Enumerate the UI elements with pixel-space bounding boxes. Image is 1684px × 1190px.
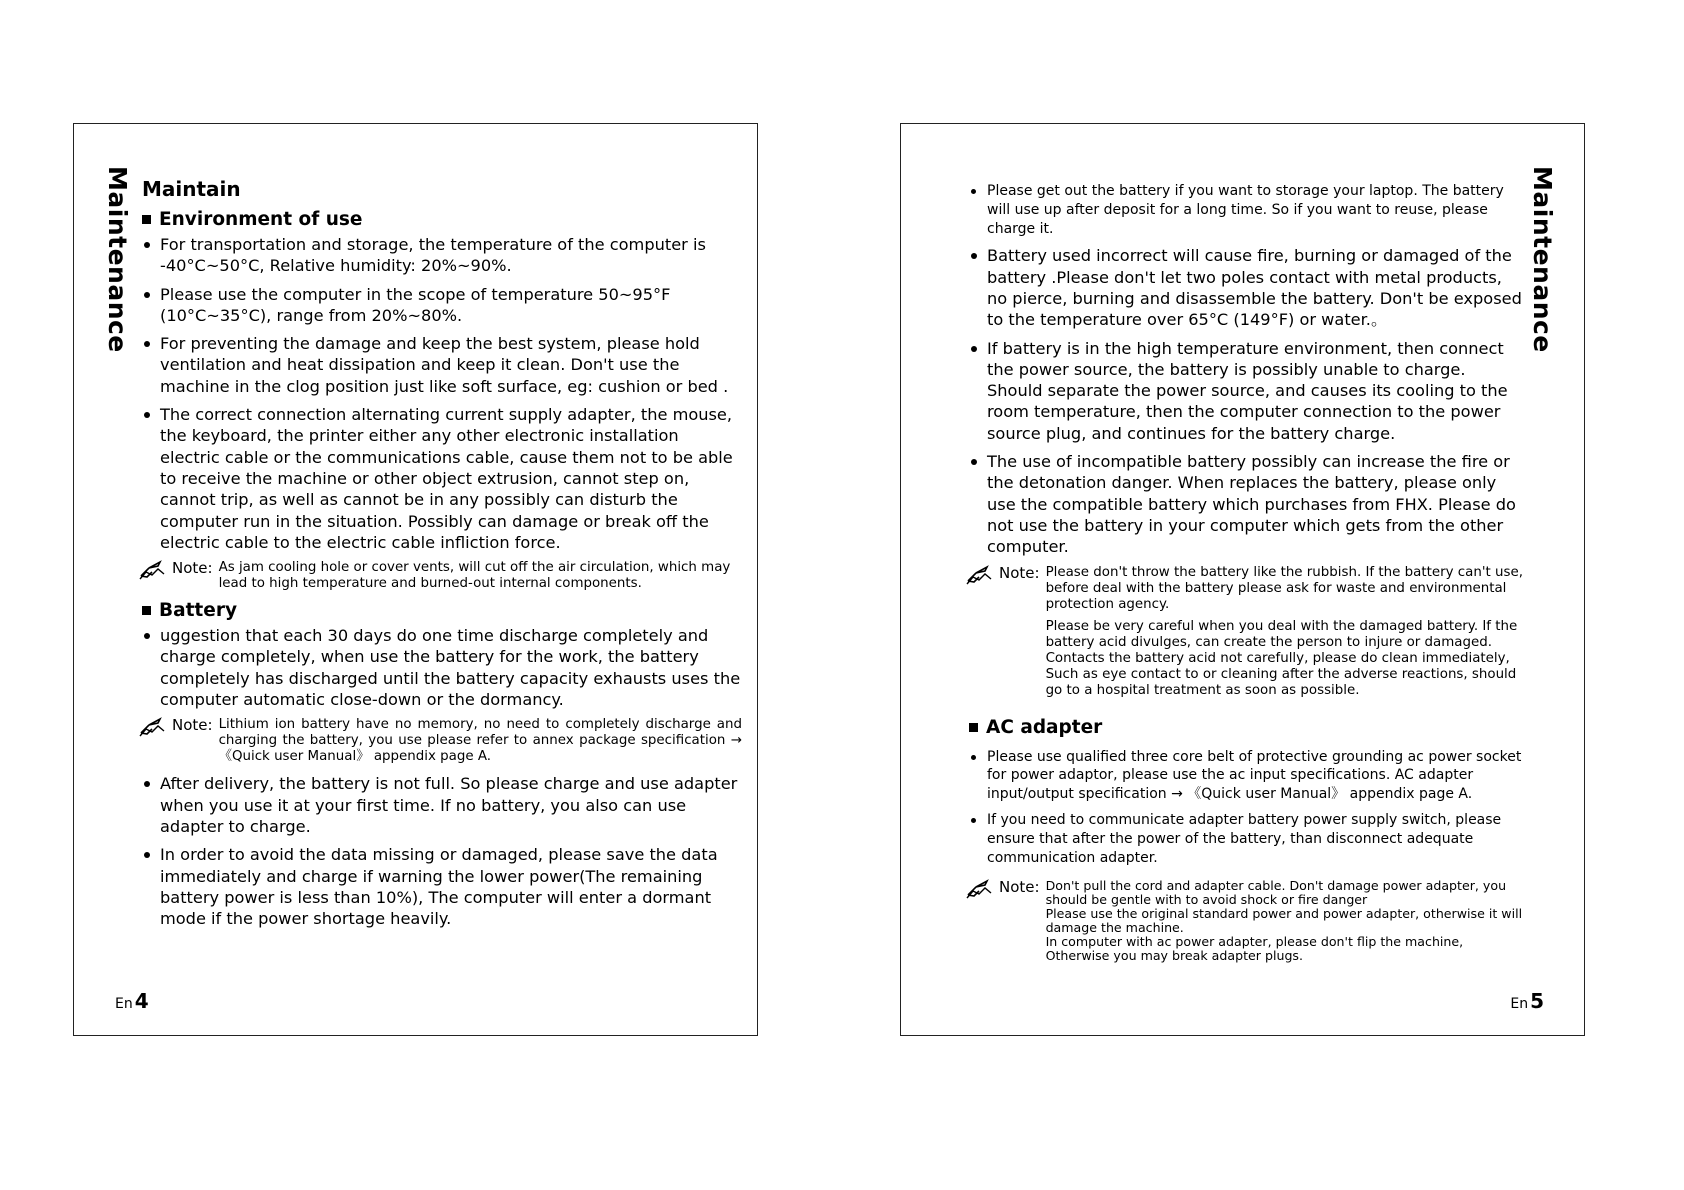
note-text: In computer with ac power adapter, please don't flip the machine, Otherwise you may break adapter plugs.: [1045, 934, 1464, 964]
list-item: uggestion that each 30 days do one time discharge completely and charge completely, when use the battery for the work, the battery completely has discharged until the battery capacity exhausts uses the computer automatic close-down or the dormancy.: [142, 625, 742, 710]
page-number: [1510, 989, 1544, 1013]
list-item: In order to avoid the data missing or damaged, please save the data immediately and charge if warning the lower power(The remaining battery power is less than 10%), The computer will enter a dormant mode if the power shortage heavily.: [142, 844, 742, 929]
pencil-note-icon: [965, 879, 997, 899]
note-label: Note:: [999, 563, 1040, 582]
environment-list: [142, 234, 742, 553]
battery-list: [142, 625, 742, 710]
battery-safety-list: [969, 245, 1524, 557]
note-text: Please be very careful when you deal with the damaged battery. If the battery acid divulges, can create the person to injure or damaged. Contacts the battery acid not carefully, please do clean immediately, Such as eye contact to or cleaning after the adverse reactions, should go to a hospital treatment as soon as possible.: [1045, 618, 1518, 698]
list-item: Battery used incorrect will cause fire, burning or damaged of the battery .Please don't let two poles contact with metal products, no pierce, burning and disassemble the battery. Don't be exposed to the temperature over 65°C (149°F) or water.。: [969, 245, 1524, 330]
note-text: Please don't throw the battery like the rubbish. If the battery can't use, before deal with the battery please ask for waste and environmental protection agency.: [1045, 564, 1523, 612]
note-label: Note:: [999, 878, 1040, 897]
page-right: [900, 123, 1585, 1036]
section-heading-label: Environment of use: [159, 209, 363, 230]
list-item: Please use qualified three core belt of protective grounding ac power socket for power adaptor, please use the ac input specifications. AC adapter input/output specification → 《Quick user Manual》 appendix page A.: [969, 748, 1524, 804]
note-label: Note:: [172, 716, 213, 735]
section-heading-ac-adapter: [969, 717, 1524, 738]
note-battery-disposal: [965, 565, 1524, 699]
square-bullet-icon: [142, 215, 151, 224]
ac-adapter-list: [969, 748, 1524, 868]
page-number: [115, 989, 149, 1013]
square-bullet-icon: [969, 723, 978, 732]
note-ac-adapter: [965, 879, 1524, 963]
square-bullet-icon: [142, 606, 151, 615]
note-label: Note:: [172, 559, 213, 578]
pencil-note-icon: [138, 560, 170, 580]
section-heading-label: Battery: [159, 600, 238, 622]
page-content: [142, 177, 742, 936]
list-item: The correct connection alternating current supply adapter, the mouse, the keyboard, the printer either any other electronic installation electric cable or the communications cable, cause them not to be able to receive the machine or other object extrusion, cannot step on, cannot trip, as well as cannot be in any possibly can disturb the computer run in the situation. Possibly can damage or break off the electric cable to the electric cable infliction force.: [142, 404, 742, 553]
page-title: Maintain: [142, 177, 241, 201]
pencil-note-icon: [965, 565, 997, 585]
battery-list-continued: [142, 773, 742, 929]
storage-list: [969, 182, 1524, 238]
list-item: If you need to communicate adapter battery power supply switch, please ensure that after the power of the battery, than disconnect adequate communication adapter.: [969, 811, 1524, 867]
section-heading-environment: [142, 209, 742, 230]
list-item: Please get out the battery if you want to storage your laptop. The battery will use up after deposit for a long time. So if you want to reuse, please charge it.: [969, 182, 1524, 238]
list-item: After delivery, the battery is not full. So please charge and use adapter when you use it at your first time. If no battery, you also can use adapter to charge.: [142, 773, 742, 837]
section-heading-label: AC adapter: [986, 716, 1103, 738]
pencil-note-icon: [138, 717, 170, 737]
page-number-value: 4: [134, 989, 149, 1013]
page-number-prefix: En: [115, 996, 133, 1012]
page-content: [969, 182, 1524, 971]
list-item: If battery is in the high temperature environment, then connect the power source, the battery is possibly unable to charge. Should separate the power source, and causes its cooling to the room temperature, then the computer connection to the power source plug, and continues for the battery charge.: [969, 338, 1524, 444]
page-number-prefix: En: [1510, 996, 1529, 1012]
page-number-value: 5: [1530, 989, 1544, 1013]
note-battery: [138, 717, 742, 765]
list-item: For transportation and storage, the temperature of the computer is -40°C~50°C, Relative humidity: 20%~90%.: [142, 234, 742, 277]
note-text: Don't pull the cord and adapter cable. Don't damage power adapter, you should be gentle with to avoid shock or fire danger: [1045, 878, 1507, 908]
side-label: Maintenance: [103, 166, 132, 353]
note-text: Please use the original standard power and power adapter, otherwise it will damage the machine.: [1045, 906, 1523, 936]
note-text: Lithium ion battery have no memory, no need to completely discharge and charging the battery, you use please refer to annex package specification → 《Quick user Manual》 appendix page A.: [218, 717, 742, 765]
page-left: [73, 123, 758, 1036]
list-item: Please use the computer in the scope of temperature 50~95°F (10°C~35°C), range from 20%~80%.: [142, 284, 742, 327]
list-item: The use of incompatible battery possibly can increase the fire or the detonation danger. When replaces the battery, please only use the compatible battery which purchases from FHX. Please do not use the battery in your computer which gets from the other computer.: [969, 451, 1524, 557]
list-item: For preventing the damage and keep the best system, please hold ventilation and heat dissipation and keep it clean. Don't use the machine in the clog position just like soft surface, eg: cushion or bed .: [142, 333, 742, 397]
side-label: Maintenance: [1528, 166, 1557, 353]
note-text: As jam cooling hole or cover vents, will cut off the air circulation, which may lead to high temperature and burned-out internal components.: [218, 560, 731, 592]
section-heading-battery: [142, 600, 742, 621]
note-environment: [138, 560, 742, 592]
